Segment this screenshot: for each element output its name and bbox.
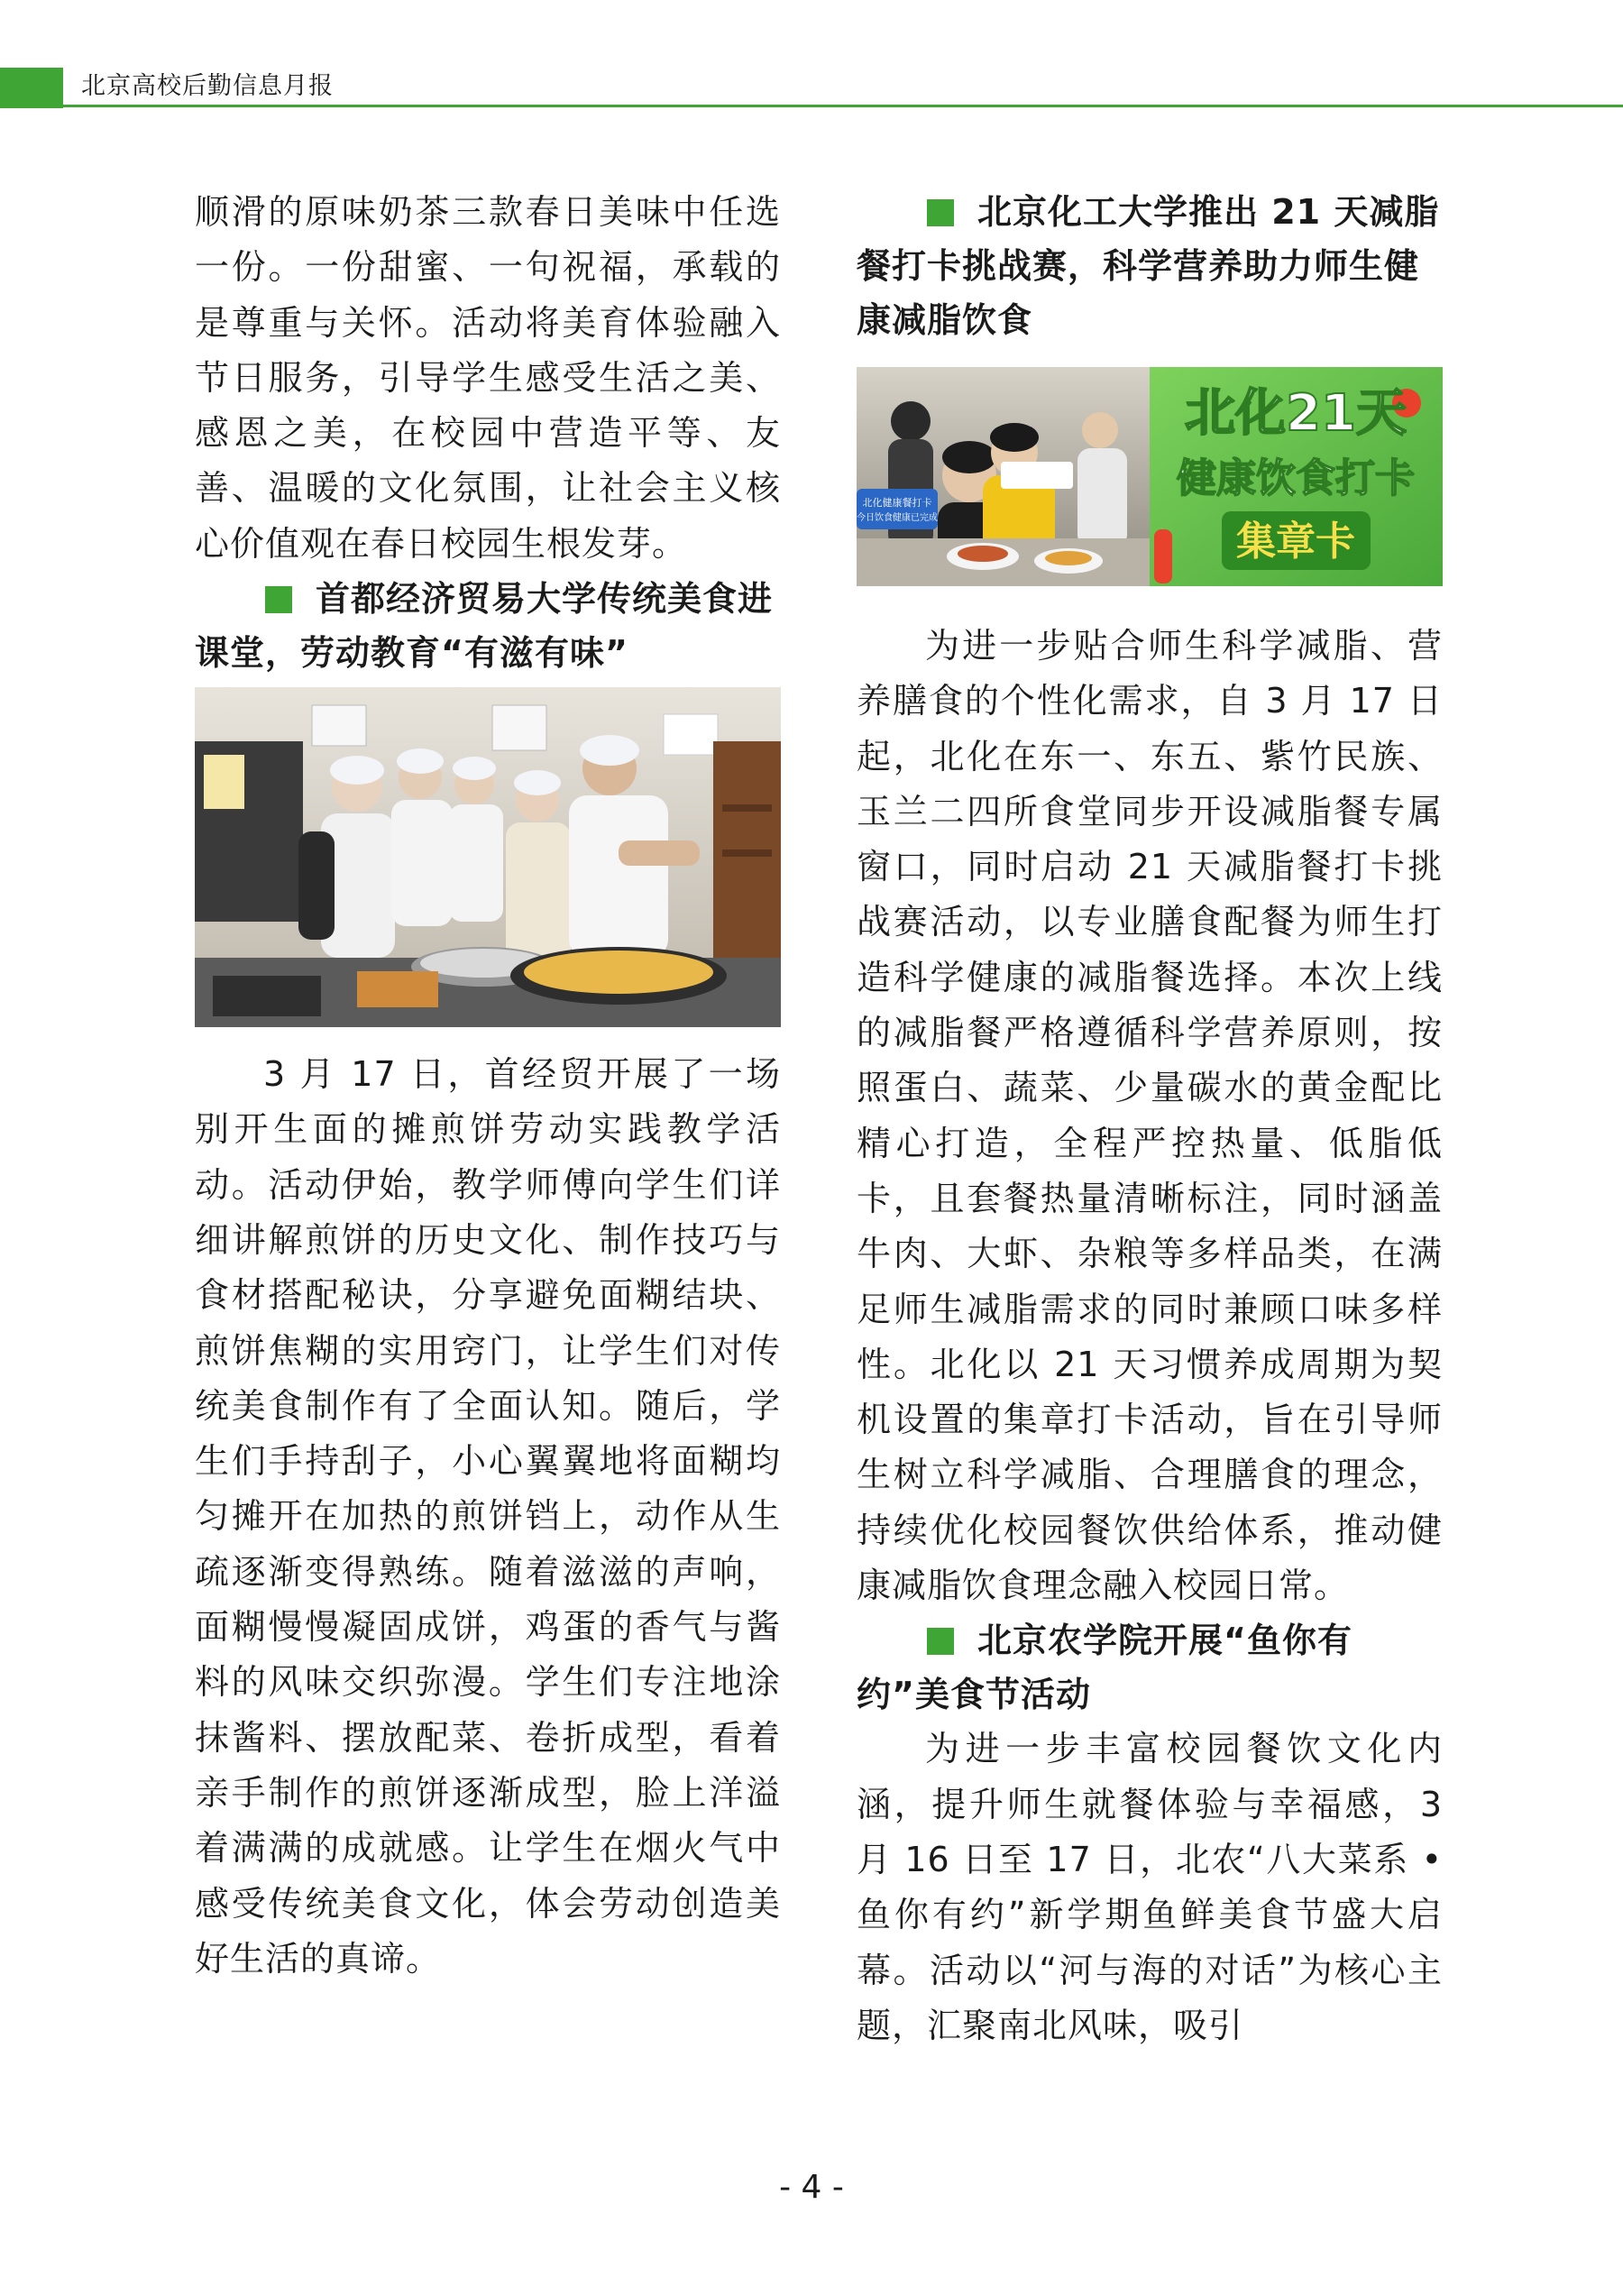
bua-body-paragraph: 为进一步丰富校园餐饮文化内涵，提升师生就餐体验与幸福感，3 月 16 日至 17 日，北农“八大菜系 • 鱼你有约”新学期鱼鲜美食节盛大启幕。活动以“河与海的对话”为核心主题，汇聚南北风味，吸引 (857, 1729, 1443, 2045)
pancake-class-illustration (195, 687, 781, 1027)
section-heading-bua (857, 1613, 1443, 1722)
section-heading-text: 首都经济贸易大学传统美食进课堂，劳动教育“有滋有味” (195, 579, 774, 674)
section-heading-cueb (195, 572, 781, 680)
cueb-body-paragraph: 3 月 17 日，首经贸开展了一场别开生面的摊煎饼劳动实践教学活动。活动伊始，教学师傅向学生们详细讲解煎饼的历史文化、制作技巧与食材搭配秘诀，分享避免面糊结块、煎饼焦糊的实用窍门，让学生们对传统美食制作有了全面认知。随后，学生们手持刮子，小心翼翼地将面糊均匀摊开在加热的煎饼铛上，动作从生疏逐渐变得熟练。随着滋滋的声响，面糊慢慢凝固成饼，鸡蛋的香气与酱料的风味交织弥漫。学生们专注地涂抹酱料、摆放配菜、卷折成型，看着亲手制作的煎饼逐渐成型，脸上洋溢着满满的成就感。让学生在烟火气中感受传统美食文化，体会劳动创造美好生活的真谛。 (195, 1054, 781, 1979)
photo-pancake-class (195, 687, 781, 1027)
page-header (0, 68, 1623, 108)
buct-body-paragraph: 为进一步贴合师生科学减脂、营养膳食的个性化需求，自 3 月 17 日起，北化在东一、东五、紫竹民族、玉兰二四所食堂同步开设减脂餐专属窗口，同时启动 21 天减脂餐打卡挑战赛活动，以专业膳食配餐为师生打造科学健康的减脂餐选择。本次上线的减脂餐严格遵循科学营养原则，按照蛋白、蔬菜、少量碳水的黄金配比精心打造，全程严控热量、低脂低卡，且套餐热量清晰标注，同时涵盖牛肉、大虾、杂粮等多样品类，在满足师生减脂需求的同时兼顾口味多样性。北化以 21 天习惯养成周期为契机设置的集章打卡活动，旨在引导师生树立科学减脂、合理膳食的理念，持续优化校园餐饮供给体系，推动健康减脂饮食理念融入校园日常。 (857, 626, 1443, 1606)
section-heading-text: 北京农学院开展“鱼你有约”美食节活动 (857, 1621, 1352, 1715)
photo-fat-loss-challenge (857, 367, 1443, 586)
green-square-icon (927, 199, 954, 226)
right-column (857, 185, 1443, 2053)
left-column (195, 185, 781, 1987)
fat-loss-challenge-illustration (857, 367, 1443, 586)
header-rule (63, 105, 1623, 107)
section-heading-text: 北京化工大学推出 21 天减脂餐打卡挑战赛，科学营养助力师生健康减脂饮食 (857, 192, 1440, 340)
svg-text:今日饮食健康已完成: 今日饮食健康已完成 (857, 513, 938, 523)
section-heading-buct (857, 185, 1443, 347)
banner-line-2: 健康饮食打卡 (1177, 455, 1415, 501)
header-accent-block (0, 68, 63, 108)
banner-line-3: 集章卡 (1236, 519, 1355, 565)
intro-paragraph: 顺滑的原味奶茶三款春日美味中任选一份。一份甜蜜、一句祝福，承载的是尊重与关怀。活动将美育体验融入节日服务，引导学生感受生活之美、感恩之美，在校园中营造平等、友善、温暖的文化氛围，让社会主义核心价值观在春日校园生根发芽。 (195, 192, 781, 564)
green-square-icon (265, 586, 292, 613)
svg-text:北化健康餐打卡: 北化健康餐打卡 (862, 497, 932, 509)
page-number: - 4 - (779, 2169, 844, 2206)
banner-line-1: 北化21天 (1185, 384, 1407, 443)
publication-title: 北京高校后勤信息月报 (81, 72, 334, 100)
green-square-icon (927, 1628, 954, 1655)
